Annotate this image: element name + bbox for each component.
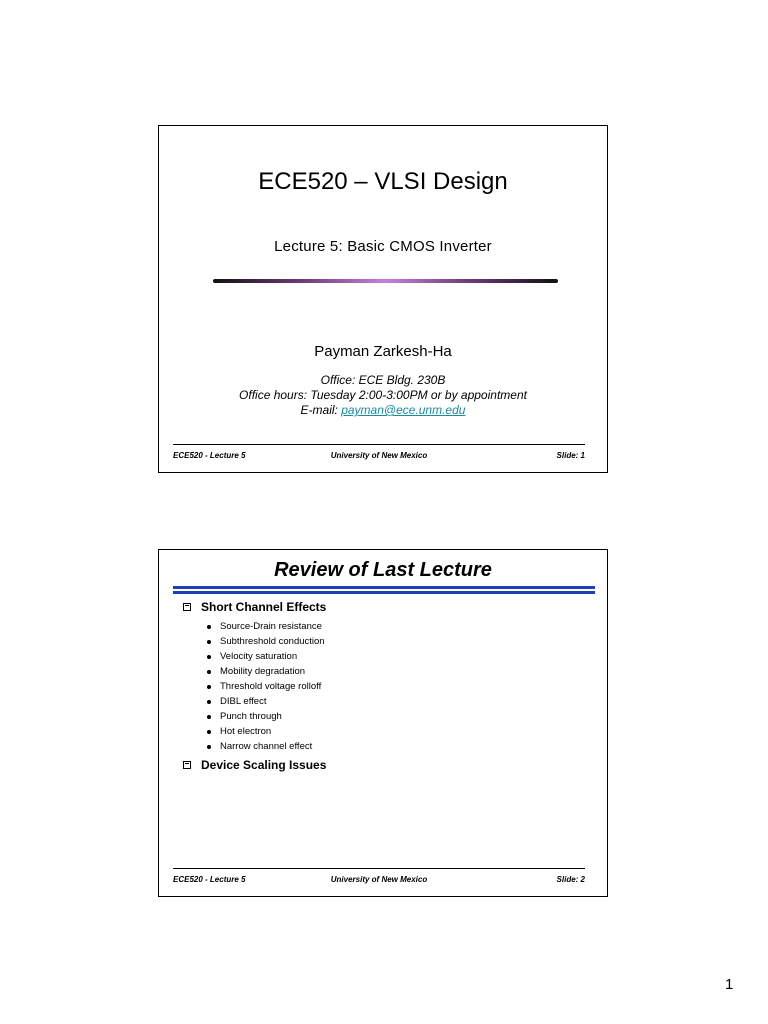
bullet-dot-icon <box>207 715 211 719</box>
email-line <box>159 403 607 418</box>
list-item-text: Mobility degradation <box>220 666 306 677</box>
list-item <box>207 649 325 664</box>
list-item <box>207 634 325 649</box>
list-item-text: DIBL effect <box>220 696 267 707</box>
list-item <box>207 724 325 739</box>
bullet-dot-icon <box>207 700 211 704</box>
slide-title: Review of Last Lecture <box>274 559 492 581</box>
bullet-dot-icon <box>207 625 211 629</box>
page-number: 1 <box>725 976 734 993</box>
list-item <box>207 739 325 754</box>
footer-left: ECE520 - Lecture 5 <box>173 451 246 460</box>
author-name: Payman Zarkesh-Ha <box>314 343 452 360</box>
list-item <box>207 709 325 724</box>
section-label: Device Scaling Issues <box>201 758 327 772</box>
checkbox-bullet-icon <box>183 761 191 769</box>
list-item <box>207 619 325 634</box>
list-item-text: Punch through <box>220 711 282 722</box>
bullet-dot-icon <box>207 745 211 749</box>
list-item-text: Subthreshold conduction <box>220 636 325 647</box>
bullet-dot-icon <box>207 685 211 689</box>
contact-info <box>159 373 607 418</box>
bullet-dot-icon <box>207 640 211 644</box>
email-label: E-mail: <box>300 403 342 417</box>
footer-right: Slide: 2 <box>556 875 585 884</box>
slide-title: ECE520 – VLSI Design <box>258 168 508 195</box>
slide-subtitle: Lecture 5: Basic CMOS Inverter <box>274 238 492 255</box>
list-item <box>207 664 325 679</box>
section-label: Short Channel Effects <box>201 600 327 614</box>
bullet-list <box>207 619 325 754</box>
section-heading <box>183 758 326 772</box>
footer-center: University of New Mexico <box>330 875 428 884</box>
bullet-dot-icon <box>207 655 211 659</box>
list-item-text: Narrow channel effect <box>220 741 313 752</box>
footer-left: ECE520 - Lecture 5 <box>173 875 246 884</box>
bullet-dot-icon <box>207 730 211 734</box>
slide-footer <box>173 868 585 884</box>
list-item-text: Threshold voltage rolloff <box>220 681 322 692</box>
list-item-text: Velocity saturation <box>220 651 298 662</box>
list-item <box>207 679 325 694</box>
office-hours-line: Office hours: Tuesday 2:00-3:00PM or by appointment <box>239 388 527 402</box>
footer-center: University of New Mexico <box>330 451 428 460</box>
checkbox-bullet-icon <box>183 603 191 611</box>
slide-footer <box>173 444 585 460</box>
title-rule <box>173 586 595 595</box>
decorative-bar <box>213 279 558 283</box>
slide-2 <box>158 549 608 897</box>
bullet-dot-icon <box>207 670 211 674</box>
footer-right: Slide: 1 <box>556 451 585 460</box>
office-line: Office: ECE Bldg. 230B <box>320 373 446 387</box>
section-heading <box>183 600 326 614</box>
email-link[interactable]: payman@ece.unm.edu <box>341 403 466 417</box>
slide-1 <box>158 125 608 473</box>
list-item <box>207 694 325 709</box>
list-item-text: Hot electron <box>220 726 272 737</box>
list-item-text: Source-Drain resistance <box>220 621 322 632</box>
